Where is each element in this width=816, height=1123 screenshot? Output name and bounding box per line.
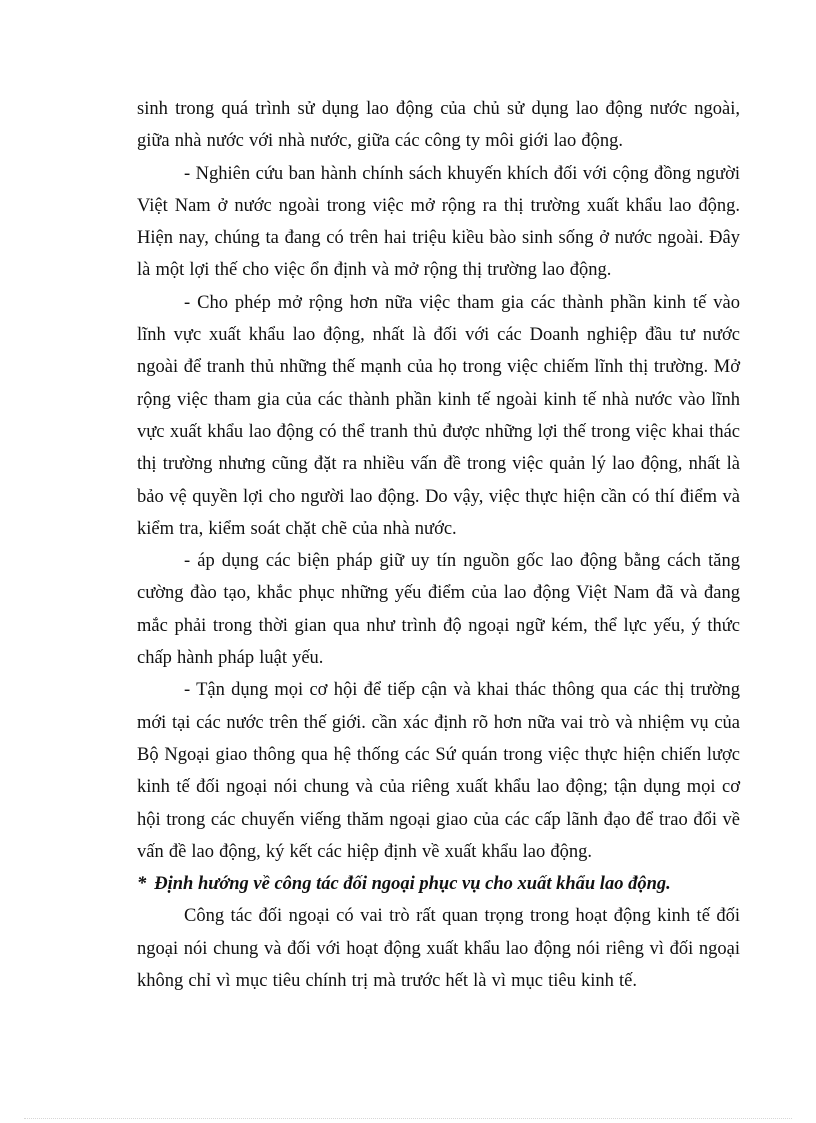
paragraph-economic-sectors: - Cho phép mở rộng hơn nữa việc tham gia các thành phần kinh tế vào lĩnh vực xuất khẩu lao động, nhất là đối với các Doanh nghiệp đầu tư nước ngoài để tranh thủ những thế mạnh của họ trong việc chiếm lĩnh thị trường. Mở rộng việc tham gia của các thành phần kinh tế ngoài kinh tế nhà nước vào lĩnh vực xuất khẩu lao động có thể tranh thủ được những lợi thế trong việc khai thác thị trường nhưng cũng đặt ra nhiều vấn đề trong việc quản lý lao động, nhất là bảo vệ quyền lợi cho người lao động. Do vậy, việc thực hiện cần có thí điểm và kiểm tra, kiểm soát chặt chẽ của nhà nước. [137, 292, 740, 539]
heading-marker: * [137, 874, 147, 895]
page-bottom-divider [24, 1118, 792, 1119]
paragraph-new-markets: - Tận dụng mọi cơ hội để tiếp cận và khai thác thông qua các thị trường mới tại các nước trên thế giới. cần xác định rõ hơn nữa vai trò và nhiệm vụ của Bộ Ngoại giao thông qua hệ thống các Sứ quán trong việc thực hiện chiến lược kinh tế đối ngoại nói chung và của riêng xuất khẩu lao động; tận dụng mọi cơ hội trong các chuyến viếng thăm ngoại giao của các cấp lãnh đạo để trao đổi về vấn đề lao động, ký kết các hiệp định về xuất khẩu lao động. [137, 680, 740, 862]
heading-text: Định hướng về công tác đối ngoại phục vụ cho xuất khẩu lao động. [154, 874, 671, 895]
paragraph-labor-reputation: - áp dụng các biện pháp giữ uy tín nguồn gốc lao động bằng cách tăng cường đào tạo, khắc phục những yếu điểm của lao động Việt Nam đã và đang mắc phải trong thời gian qua như trình độ ngoại ngữ kém, thể lực yếu, ý thức chấp hành pháp luật yếu. [137, 551, 740, 669]
paragraph-foreign-affairs: Công tác đối ngoại có vai trò rất quan trọng trong hoạt động kinh tế đối ngoại nói chung và đối với hoạt động xuất khẩu lao động nói riêng vì đối ngoại không chỉ vì mục tiêu chính trị mà trước hết là vì mục tiêu kinh tế. [137, 906, 740, 992]
paragraph-continuation: sinh trong quá trình sử dụng lao động của chủ sử dụng lao động nước ngoài, giữa nhà nước với nhà nước, giữa các công ty môi giới lao động. [137, 99, 740, 152]
document-page [137, 93, 740, 997]
section-heading [137, 868, 740, 900]
paragraph-overseas-community: - Nghiên cứu ban hành chính sách khuyến khích đối với cộng đồng người Việt Nam ở nước ngoài trong việc mở rộng ra thị trường xuất khẩu lao động. Hiện nay, chúng ta đang có trên hai triệu kiều bào sinh sống ở nước ngoài. Đây là một lợi thế cho việc ổn định và mở rộng thị trường lao động. [137, 163, 740, 281]
